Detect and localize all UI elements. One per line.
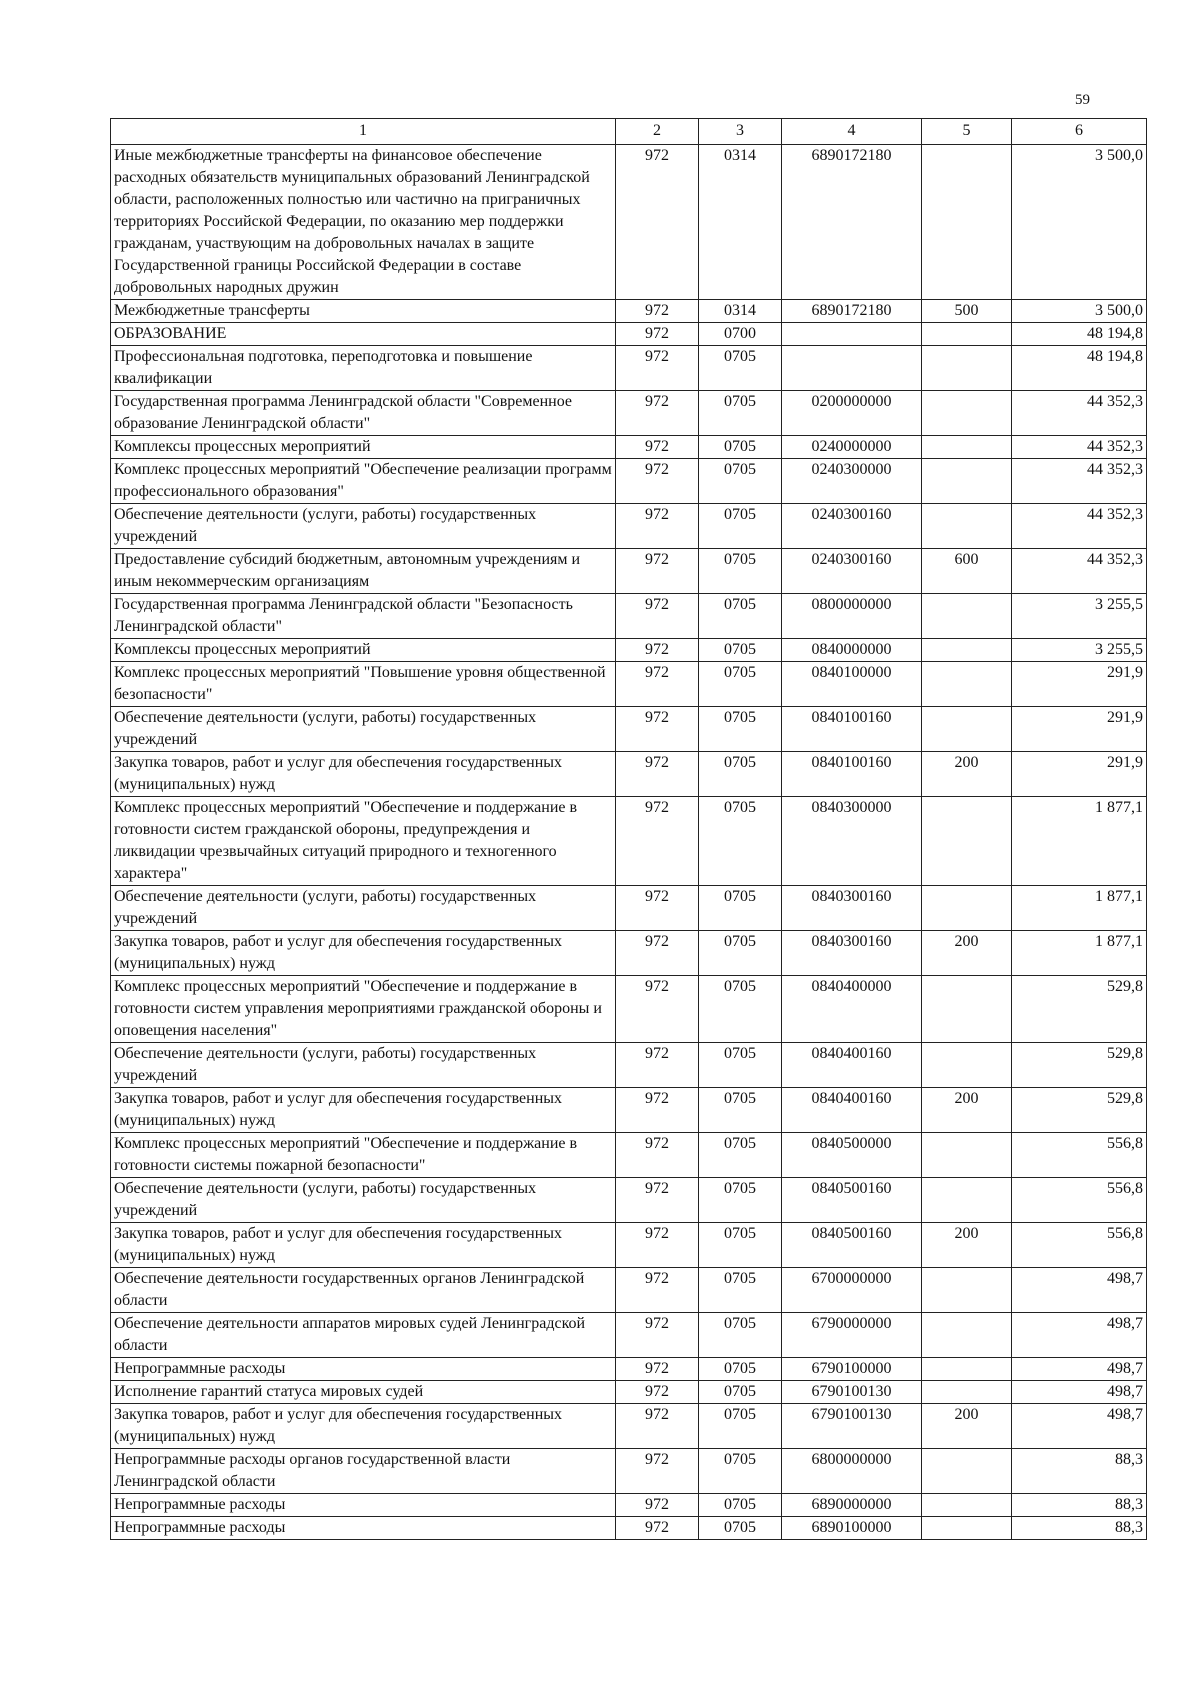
section-code-cell: 0705 [699,1404,782,1449]
table-row [111,1358,1147,1381]
target-article-cell: 0200000000 [782,391,922,436]
table-row [111,886,1147,931]
section-code-cell: 0314 [699,300,782,323]
row-name-cell: ОБРАЗОВАНИЕ [111,323,616,346]
target-article-cell: 0840400000 [782,976,922,1043]
expense-type-cell: 200 [922,1404,1012,1449]
target-article-cell: 0840500000 [782,1133,922,1178]
section-code-cell: 0705 [699,594,782,639]
grbs-code-cell: 972 [616,1381,699,1404]
amount-cell: 556,8 [1012,1133,1147,1178]
expense-type-cell [922,145,1012,300]
amount-cell: 498,7 [1012,1404,1147,1449]
expense-type-cell [922,1449,1012,1494]
table-row [111,1313,1147,1358]
target-article-cell: 0240300160 [782,504,922,549]
row-name-cell: Межбюджетные трансферты [111,300,616,323]
table-row [111,436,1147,459]
grbs-code-cell: 972 [616,346,699,391]
target-article-cell: 0840400160 [782,1043,922,1088]
target-article-cell: 6700000000 [782,1268,922,1313]
grbs-code-cell: 972 [616,1313,699,1358]
section-code-cell: 0705 [699,797,782,886]
amount-cell: 1 877,1 [1012,886,1147,931]
expense-type-cell [922,594,1012,639]
table-body [111,145,1147,1540]
expense-type-cell [922,662,1012,707]
grbs-code-cell: 972 [616,662,699,707]
amount-cell: 529,8 [1012,1043,1147,1088]
section-code-cell: 0705 [699,346,782,391]
grbs-code-cell: 972 [616,886,699,931]
amount-cell: 44 352,3 [1012,391,1147,436]
grbs-code-cell: 972 [616,1268,699,1313]
amount-cell: 498,7 [1012,1358,1147,1381]
table-row [111,1517,1147,1540]
row-name-cell: Обеспечение деятельности (услуги, работы) государственных учреждений [111,886,616,931]
grbs-code-cell: 972 [616,300,699,323]
table-row [111,1043,1147,1088]
section-code-cell: 0700 [699,323,782,346]
grbs-code-cell: 972 [616,391,699,436]
table-row [111,145,1147,300]
row-name-cell: Обеспечение деятельности (услуги, работы) государственных учреждений [111,504,616,549]
amount-cell: 556,8 [1012,1178,1147,1223]
grbs-code-cell: 972 [616,1517,699,1540]
grbs-code-cell: 972 [616,504,699,549]
amount-cell: 291,9 [1012,707,1147,752]
amount-cell: 529,8 [1012,976,1147,1043]
section-code-cell: 0705 [699,549,782,594]
target-article-cell [782,323,922,346]
expense-type-cell [922,1178,1012,1223]
expense-type-cell [922,707,1012,752]
row-name-cell: Государственная программа Ленинградской области "Современное образование Ленинградской области" [111,391,616,436]
row-name-cell: Комплекс процессных мероприятий "Повышение уровня общественной безопасности" [111,662,616,707]
expense-type-cell: 500 [922,300,1012,323]
section-code-cell: 0705 [699,707,782,752]
section-code-cell: 0705 [699,1449,782,1494]
amount-cell: 498,7 [1012,1268,1147,1313]
grbs-code-cell: 972 [616,1494,699,1517]
grbs-code-cell: 972 [616,1133,699,1178]
row-name-cell: Обеспечение деятельности аппаратов мировых судей Ленинградской области [111,1313,616,1358]
table-row [111,1088,1147,1133]
row-name-cell: Комплекс процессных мероприятий "Обеспечение и поддержание в готовности системы пожарной безопасности" [111,1133,616,1178]
grbs-code-cell: 972 [616,1178,699,1223]
table-row [111,1223,1147,1268]
budget-table [110,118,1147,1540]
section-code-cell: 0705 [699,1088,782,1133]
amount-cell: 44 352,3 [1012,504,1147,549]
grbs-code-cell: 972 [616,707,699,752]
section-code-cell: 0705 [699,1517,782,1540]
row-name-cell: Предоставление субсидий бюджетным, автономным учреждениям и иным некоммерческим организациям [111,549,616,594]
table-row [111,346,1147,391]
target-article-cell: 0840000000 [782,639,922,662]
target-article-cell: 6890172180 [782,300,922,323]
section-code-cell: 0705 [699,662,782,707]
target-article-cell: 6890172180 [782,145,922,300]
target-article-cell: 0840300000 [782,797,922,886]
expense-type-cell [922,436,1012,459]
grbs-code-cell: 972 [616,752,699,797]
row-name-cell: Комплекс процессных мероприятий "Обеспечение и поддержание в готовности систем гражданской обороны, предупреждения и ликвидации чрезвычайных ситуаций природного и техногенного характера" [111,797,616,886]
expense-type-cell: 200 [922,1088,1012,1133]
section-code-cell: 0705 [699,1223,782,1268]
row-name-cell: Закупка товаров, работ и услуг для обеспечения государственных (муниципальных) нужд [111,931,616,976]
table-row [111,797,1147,886]
amount-cell: 44 352,3 [1012,436,1147,459]
amount-cell: 498,7 [1012,1313,1147,1358]
grbs-code-cell: 972 [616,323,699,346]
row-name-cell: Комплекс процессных мероприятий "Обеспечение реализации программ профессионального образования" [111,459,616,504]
table-row [111,931,1147,976]
table-row [111,1381,1147,1404]
target-article-cell [782,346,922,391]
expense-type-cell [922,886,1012,931]
target-article-cell: 6800000000 [782,1449,922,1494]
target-article-cell: 0240300000 [782,459,922,504]
table-row [111,459,1147,504]
column-header: 3 [699,119,782,145]
expense-type-cell [922,1043,1012,1088]
target-article-cell: 0840300160 [782,886,922,931]
table-row [111,639,1147,662]
amount-cell: 291,9 [1012,752,1147,797]
section-code-cell: 0705 [699,931,782,976]
target-article-cell: 6790000000 [782,1313,922,1358]
grbs-code-cell: 972 [616,549,699,594]
target-article-cell: 6790100000 [782,1358,922,1381]
expense-type-cell [922,1268,1012,1313]
target-article-cell: 0840400160 [782,1088,922,1133]
table-row [111,1133,1147,1178]
table-row [111,1178,1147,1223]
row-name-cell: Закупка товаров, работ и услуг для обеспечения государственных (муниципальных) нужд [111,1088,616,1133]
table-row [111,662,1147,707]
grbs-code-cell: 972 [616,976,699,1043]
expense-type-cell [922,346,1012,391]
target-article-cell: 6790100130 [782,1381,922,1404]
row-name-cell: Непрограммные расходы [111,1358,616,1381]
row-name-cell: Непрограммные расходы органов государственной власти Ленинградской области [111,1449,616,1494]
amount-cell: 3 255,5 [1012,639,1147,662]
section-code-cell: 0705 [699,391,782,436]
grbs-code-cell: 972 [616,1404,699,1449]
section-code-cell: 0705 [699,1043,782,1088]
target-article-cell: 0840500160 [782,1223,922,1268]
table-row [111,300,1147,323]
row-name-cell: Комплексы процессных мероприятий [111,639,616,662]
expense-type-cell [922,1313,1012,1358]
expense-type-cell [922,639,1012,662]
grbs-code-cell: 972 [616,436,699,459]
row-name-cell: Обеспечение деятельности государственных органов Ленинградской области [111,1268,616,1313]
expense-type-cell: 600 [922,549,1012,594]
table-row [111,323,1147,346]
expense-type-cell [922,391,1012,436]
section-code-cell: 0705 [699,504,782,549]
section-code-cell: 0705 [699,1133,782,1178]
expense-type-cell [922,797,1012,886]
expense-type-cell [922,323,1012,346]
amount-cell: 3 500,0 [1012,300,1147,323]
grbs-code-cell: 972 [616,1043,699,1088]
section-code-cell: 0705 [699,1494,782,1517]
column-header: 1 [111,119,616,145]
section-code-cell: 0705 [699,886,782,931]
grbs-code-cell: 972 [616,1223,699,1268]
page-number: 59 [1075,92,1090,108]
amount-cell: 556,8 [1012,1223,1147,1268]
amount-cell: 1 877,1 [1012,797,1147,886]
row-name-cell: Комплекс процессных мероприятий "Обеспечение и поддержание в готовности систем управления мероприятиями гражданской обороны и оповещения населения" [111,976,616,1043]
expense-type-cell: 200 [922,1223,1012,1268]
table-row [111,504,1147,549]
row-name-cell: Комплексы процессных мероприятий [111,436,616,459]
grbs-code-cell: 972 [616,931,699,976]
column-header: 2 [616,119,699,145]
expense-type-cell: 200 [922,752,1012,797]
section-code-cell: 0705 [699,1313,782,1358]
grbs-code-cell: 972 [616,1088,699,1133]
amount-cell: 88,3 [1012,1517,1147,1540]
grbs-code-cell: 972 [616,639,699,662]
target-article-cell: 6890000000 [782,1494,922,1517]
section-code-cell: 0705 [699,459,782,504]
target-article-cell: 0840100160 [782,707,922,752]
row-name-cell: Исполнение гарантий статуса мировых судей [111,1381,616,1404]
table-row [111,1449,1147,1494]
section-code-cell: 0705 [699,1381,782,1404]
amount-cell: 44 352,3 [1012,549,1147,594]
column-header: 6 [1012,119,1147,145]
row-name-cell: Обеспечение деятельности (услуги, работы) государственных учреждений [111,707,616,752]
amount-cell: 498,7 [1012,1381,1147,1404]
expense-type-cell [922,976,1012,1043]
section-code-cell: 0705 [699,639,782,662]
row-name-cell: Иные межбюджетные трансферты на финансовое обеспечение расходных обязательств муниципальных образований Ленинградской области, расположенных полностью или частично на приграничных территориях Российской Федерации, по оказанию мер поддержки гражданам, участвующим на добровольных началах в защите Государственной границы Российской Федерации в составе добровольных народных дружин [111,145,616,300]
target-article-cell: 0840100000 [782,662,922,707]
row-name-cell: Закупка товаров, работ и услуг для обеспечения государственных (муниципальных) нужд [111,752,616,797]
table-row [111,549,1147,594]
target-article-cell: 6890100000 [782,1517,922,1540]
expense-type-cell: 200 [922,931,1012,976]
table-row [111,1494,1147,1517]
target-article-cell: 0240000000 [782,436,922,459]
row-name-cell: Закупка товаров, работ и услуг для обеспечения государственных (муниципальных) нужд [111,1404,616,1449]
section-code-cell: 0314 [699,145,782,300]
expense-type-cell [922,1358,1012,1381]
column-header: 5 [922,119,1012,145]
section-code-cell: 0705 [699,1358,782,1381]
target-article-cell: 0840100160 [782,752,922,797]
section-code-cell: 0705 [699,436,782,459]
amount-cell: 88,3 [1012,1494,1147,1517]
table-row [111,1404,1147,1449]
expense-type-cell [922,1381,1012,1404]
grbs-code-cell: 972 [616,594,699,639]
row-name-cell: Закупка товаров, работ и услуг для обеспечения государственных (муниципальных) нужд [111,1223,616,1268]
expense-type-cell [922,504,1012,549]
target-article-cell: 6790100130 [782,1404,922,1449]
table-row [111,752,1147,797]
amount-cell: 291,9 [1012,662,1147,707]
row-name-cell: Непрограммные расходы [111,1517,616,1540]
row-name-cell: Профессиональная подготовка, переподготовка и повышение квалификации [111,346,616,391]
target-article-cell: 0800000000 [782,594,922,639]
table-row [111,707,1147,752]
grbs-code-cell: 972 [616,1449,699,1494]
column-header: 4 [782,119,922,145]
section-code-cell: 0705 [699,1268,782,1313]
expense-type-cell [922,1133,1012,1178]
amount-cell: 529,8 [1012,1088,1147,1133]
expense-type-cell [922,1517,1012,1540]
amount-cell: 3 500,0 [1012,145,1147,300]
target-article-cell: 0240300160 [782,549,922,594]
expense-type-cell [922,1494,1012,1517]
amount-cell: 44 352,3 [1012,459,1147,504]
row-name-cell: Государственная программа Ленинградской области "Безопасность Ленинградской области" [111,594,616,639]
grbs-code-cell: 972 [616,459,699,504]
amount-cell: 1 877,1 [1012,931,1147,976]
amount-cell: 48 194,8 [1012,346,1147,391]
table-header-row [111,119,1147,145]
row-name-cell: Непрограммные расходы [111,1494,616,1517]
row-name-cell: Обеспечение деятельности (услуги, работы) государственных учреждений [111,1178,616,1223]
expense-type-cell [922,459,1012,504]
section-code-cell: 0705 [699,752,782,797]
amount-cell: 88,3 [1012,1449,1147,1494]
amount-cell: 48 194,8 [1012,323,1147,346]
row-name-cell: Обеспечение деятельности (услуги, работы) государственных учреждений [111,1043,616,1088]
table-row [111,976,1147,1043]
table-row [111,1268,1147,1313]
table-row [111,391,1147,436]
amount-cell: 3 255,5 [1012,594,1147,639]
target-article-cell: 0840300160 [782,931,922,976]
grbs-code-cell: 972 [616,145,699,300]
section-code-cell: 0705 [699,1178,782,1223]
grbs-code-cell: 972 [616,797,699,886]
grbs-code-cell: 972 [616,1358,699,1381]
table-row [111,594,1147,639]
section-code-cell: 0705 [699,976,782,1043]
target-article-cell: 0840500160 [782,1178,922,1223]
